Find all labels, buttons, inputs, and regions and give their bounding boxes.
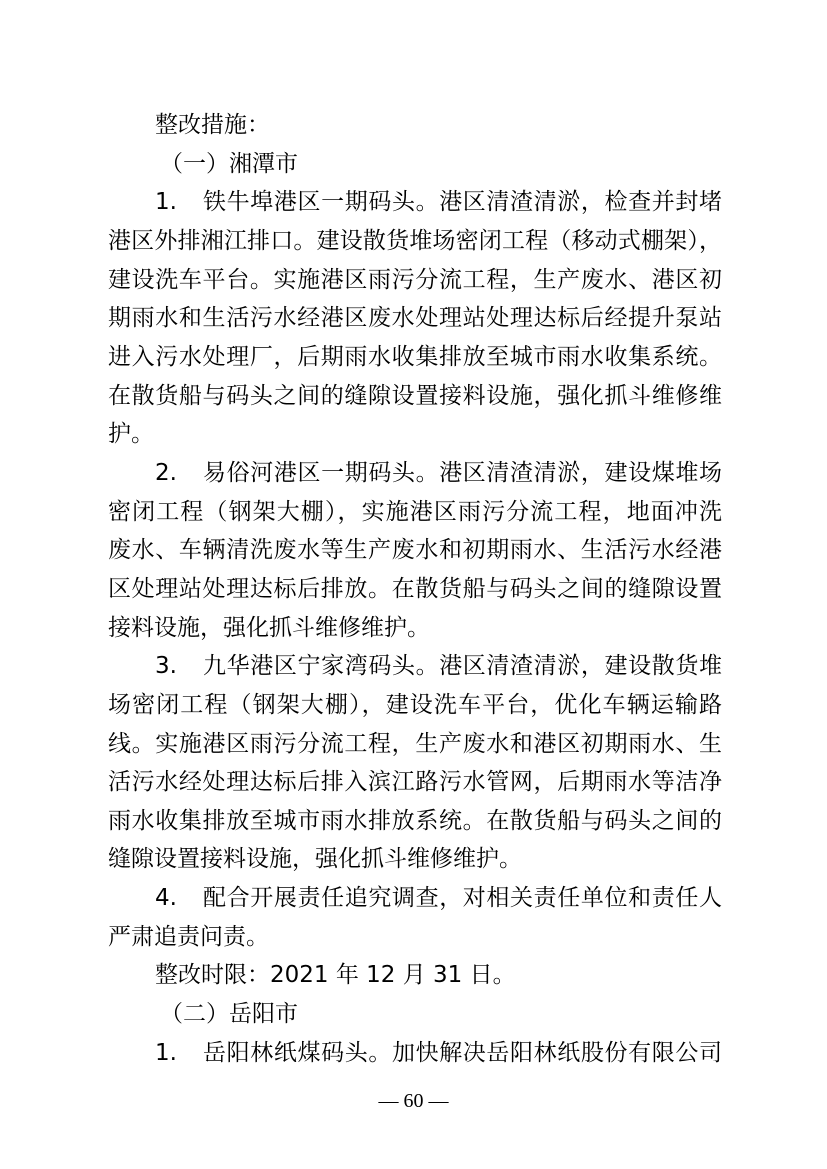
item-number: 4. (155, 885, 177, 912)
item-line: 废水、车辆清洗废水等生产废水和初期雨水、生活污水经港 (108, 537, 722, 564)
section-heading-xiangtan: （一）湘潭市 (160, 150, 298, 177)
item-number: 1. (155, 189, 177, 216)
xiangtan-items (108, 183, 722, 956)
item-line: 活污水经处理达标后排入滨江路污水管网，后期雨水等洁净 (108, 769, 722, 796)
item-first-line: 配合开展责任追究调查，对相关责任单位和责任人 (203, 885, 722, 912)
yueyang-items (108, 1034, 722, 1073)
item-number: 3. (155, 653, 177, 680)
section-heading-yueyang: （二）岳阳市 (160, 1001, 298, 1028)
item-line: 场密闭工程（钢架大棚），建设洗车平台，优化车辆运输路 (108, 691, 722, 718)
list-item (108, 183, 722, 454)
list-item (108, 647, 722, 879)
list-item (108, 879, 722, 956)
item-line: 港区外排湘江排口。建设散货堆场密闭工程（移动式棚架）， (108, 227, 722, 254)
list-item (108, 454, 722, 647)
heading: 整改措施： (155, 112, 270, 138)
item-number: 2. (155, 459, 177, 486)
item-line: 线。实施港区雨污分流工程，生产废水和港区初期雨水、生 (108, 730, 722, 757)
item-line: 雨水收集排放至城市雨水排放系统。在散货船与码头之间的 (108, 807, 722, 834)
item-line: 在散货船与码头之间的缝隙设置接料设施，强化抓斗维修维 (108, 382, 722, 409)
item-line: 期雨水和生活污水经港区废水处理站处理达标后经提升泵站 (108, 305, 722, 332)
document-body (108, 106, 722, 1072)
item-line: 护。 (108, 421, 154, 448)
item-line: 密闭工程（钢架大棚），实施港区雨污分流工程，地面冲洗 (108, 498, 722, 525)
list-item (108, 1034, 722, 1073)
item-first-line: 铁牛埠港区一期码头。港区清渣清淤，检查并封堵 (203, 189, 722, 216)
item-line: 进入污水处理厂，后期雨水收集排放至城市雨水收集系统。 (108, 343, 722, 370)
item-first-line: 九华港区宁家湾码头。港区清渣清淤，建设散货堆 (203, 653, 722, 680)
item-line: 区处理站处理达标后排放。在散货船与码头之间的缝隙设置 (108, 575, 722, 602)
item-first-line: 易俗河港区一期码头。港区清渣清淤，建设煤堆场 (203, 459, 722, 486)
deadline: 整改时限：2021 年 12 月 31 日。 (155, 962, 516, 989)
item-number: 1. (155, 1039, 177, 1066)
item-line: 严肃追责问责。 (108, 923, 269, 950)
item-line: 接料设施，强化抓斗维修维护。 (108, 614, 430, 641)
item-line: 缝隙设置接料设施，强化抓斗维修维护。 (108, 846, 522, 873)
page-number: — 60 — (378, 1090, 449, 1112)
item-first-line: 岳阳林纸煤码头。加快解决岳阳林纸股份有限公司 (203, 1039, 722, 1066)
item-line: 建设洗车平台。实施港区雨污分流工程，生产废水、港区初 (108, 266, 722, 293)
